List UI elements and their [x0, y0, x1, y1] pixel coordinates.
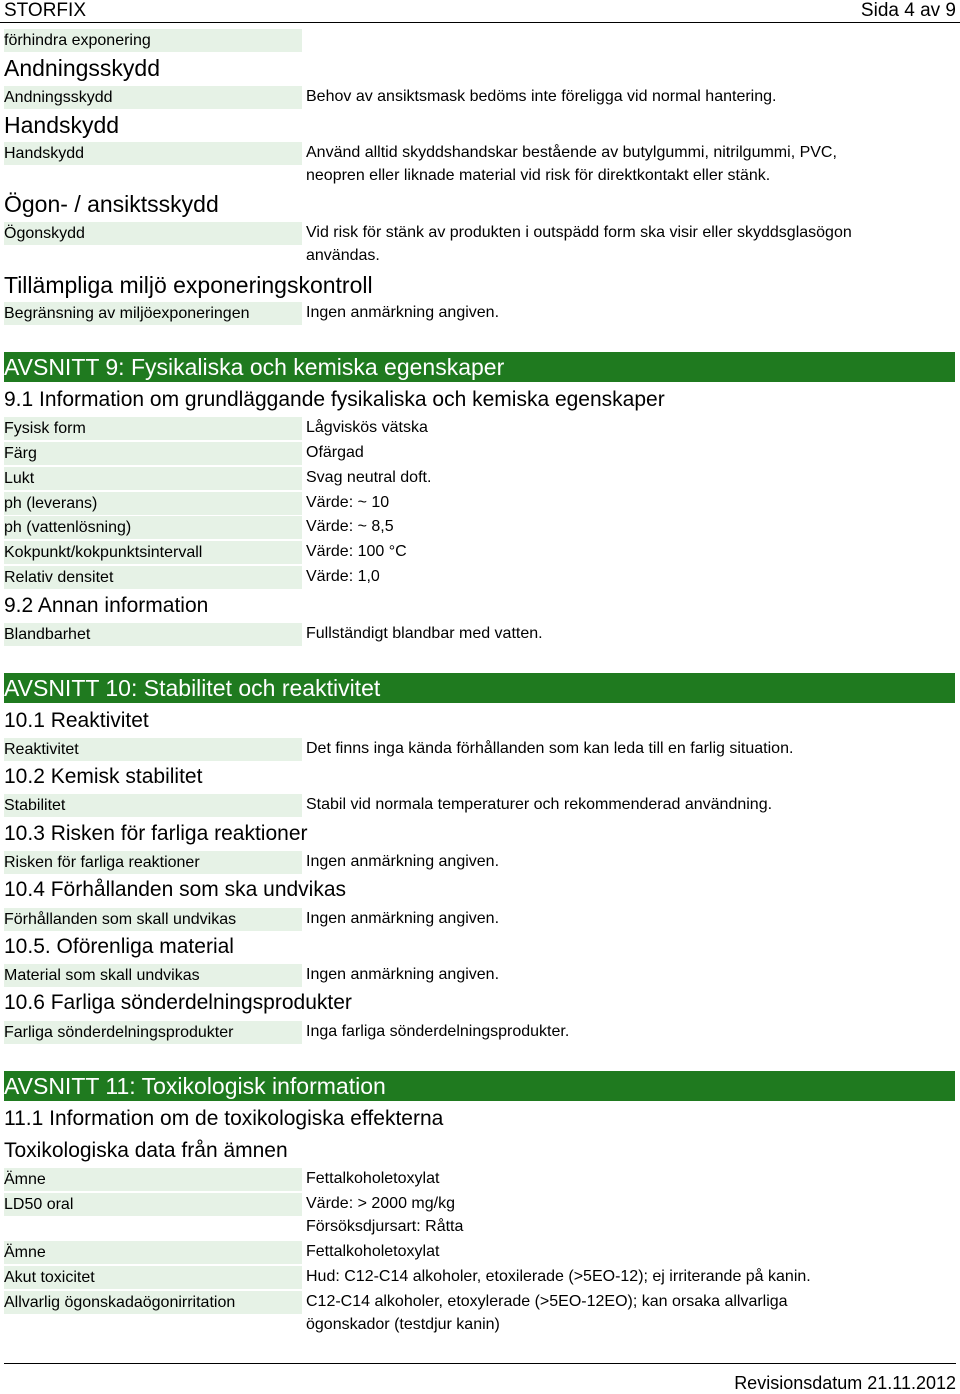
row-label: Färg — [4, 442, 302, 465]
row-label: Akut toxicitet — [4, 1266, 302, 1289]
row-label: ph (leverans) — [4, 492, 302, 515]
row-value: Vid risk för stänk av produkten i outspädd form ska visir eller skyddsglasögon användas. — [306, 224, 852, 264]
row-value: Fettalkoholetoxylat — [306, 1243, 440, 1260]
row-label: LD50 oral — [4, 1193, 302, 1216]
section-9-1-heading: 9.1 Information om grundläggande fysikaliska och kemiska egenskaper — [4, 388, 665, 411]
row-label: Begränsning av miljöexponeringen — [4, 302, 302, 325]
row-value: Behov av ansiktsmask bedöms inte föreligga vid normal hantering. — [306, 88, 777, 105]
row-value: Värde: 100 °C — [306, 543, 407, 560]
footer-rule — [4, 1363, 956, 1364]
row-label: Farliga sönderdelningsprodukter — [4, 1021, 302, 1044]
row-label: Ämne — [4, 1168, 302, 1191]
section-9-band: AVSNITT 9: Fysikaliska och kemiska egenskaper — [4, 352, 955, 382]
row-value-extra: Försöksdjursart: Råtta — [306, 1218, 464, 1235]
row-label: Andningsskydd — [4, 86, 302, 109]
header-rule — [0, 22, 960, 23]
row-value: Ingen anmärkning angiven. — [306, 853, 500, 870]
row-value: C12-C14 alkoholer, etoxylerade (>5EO-12EO); kan orsaka allvarliga ögonskador (testdjur kanin) — [306, 1293, 788, 1333]
subsection-heading: 10.2 Kemisk stabilitet — [4, 765, 203, 788]
section-9-2-heading: 9.2 Annan information — [4, 594, 209, 617]
row-value: Hud: C12-C14 alkoholer, etoxilerade (>5EO-12); ej irriterande på kanin. — [306, 1268, 811, 1285]
row-value: Svag neutral doft. — [306, 469, 432, 486]
row-value: Ofärgad — [306, 444, 364, 461]
subsection-heading: 10.6 Farliga sönderdelningsprodukter — [4, 991, 352, 1014]
row-label: Lukt — [4, 467, 302, 490]
heading-eye: Ögon- / ansiktsskydd — [4, 191, 219, 217]
row-value: Fullständigt blandbar med vatten. — [306, 625, 543, 642]
row-label: Reaktivitet — [4, 738, 302, 761]
heading-hand: Handskydd — [4, 112, 120, 138]
row-value: Värde: ~ 10 — [306, 494, 390, 511]
row-label: Fysisk form — [4, 417, 302, 440]
row-value: Ingen anmärkning angiven. — [306, 304, 500, 321]
section-11-1-heading: 11.1 Information om de toxikologiska effekterna — [4, 1107, 444, 1130]
row-label: Material som skall undvikas — [4, 964, 302, 987]
row-value: Fettalkoholetoxylat — [306, 1170, 440, 1187]
row-label: Handskydd — [4, 142, 302, 165]
subsection-heading: 10.5. Oförenliga material — [4, 935, 234, 958]
section-11-band: AVSNITT 11: Toxikologisk information — [4, 1071, 955, 1101]
row-label: förhindra exponering — [4, 29, 302, 52]
row-value: Ingen anmärkning angiven. — [306, 966, 500, 983]
row-value: Värde: ~ 8,5 — [306, 518, 394, 535]
row-value: Lågviskös vätska — [306, 419, 428, 436]
heading-env: Tillämpliga miljö exponeringskontroll — [4, 272, 373, 298]
row-label: Allvarlig ögonskadaögonirritation — [4, 1291, 302, 1314]
section-10-band: AVSNITT 10: Stabilitet och reaktivitet — [4, 673, 955, 703]
row-label: Relativ densitet — [4, 566, 302, 589]
row-value: Värde: 1,0 — [306, 568, 380, 585]
subsection-heading: 10.3 Risken för farliga reaktioner — [4, 822, 308, 845]
row-label: Stabilitet — [4, 794, 302, 817]
row-label: Risken för farliga reaktioner — [4, 851, 302, 874]
row-label: Blandbarhet — [4, 623, 302, 646]
row-value: Stabil vid normala temperaturer och rekommenderad användning. — [306, 796, 773, 813]
page-number: Sida 4 av 9 — [860, 0, 956, 21]
row-value: Använd alltid skyddshandskar bestående av butylgummi, nitrilgummi, PVC, neopren eller liknade material vid risk för direktkontakt eller stänk. — [306, 144, 837, 184]
row-label: Kokpunkt/kokpunktsintervall — [4, 541, 302, 564]
tox-data-heading: Toxikologiska data från ämnen — [4, 1139, 288, 1162]
row-value: Värde: > 2000 mg/kg — [306, 1195, 455, 1212]
row-label: Ögonskydd — [4, 222, 302, 245]
row-label: Förhållanden som skall undvikas — [4, 908, 302, 931]
row-value: Det finns inga kända förhållanden som kan leda till en farlig situation. — [306, 740, 794, 757]
subsection-heading: 10.4 Förhållanden som ska undvikas — [4, 878, 347, 901]
row-label: Ämne — [4, 1241, 302, 1264]
row-value: Inga farliga sönderdelningsprodukter. — [306, 1023, 570, 1040]
subsection-heading: 10.1 Reaktivitet — [4, 709, 149, 732]
row-label: ph (vattenlösning) — [4, 516, 302, 539]
heading-respiratory: Andningsskydd — [4, 55, 160, 81]
revision-date: Revisionsdatum 21.11.2012 — [734, 1373, 956, 1393]
row-value: Ingen anmärkning angiven. — [306, 910, 500, 927]
company-name: STORFIX — [4, 0, 86, 21]
